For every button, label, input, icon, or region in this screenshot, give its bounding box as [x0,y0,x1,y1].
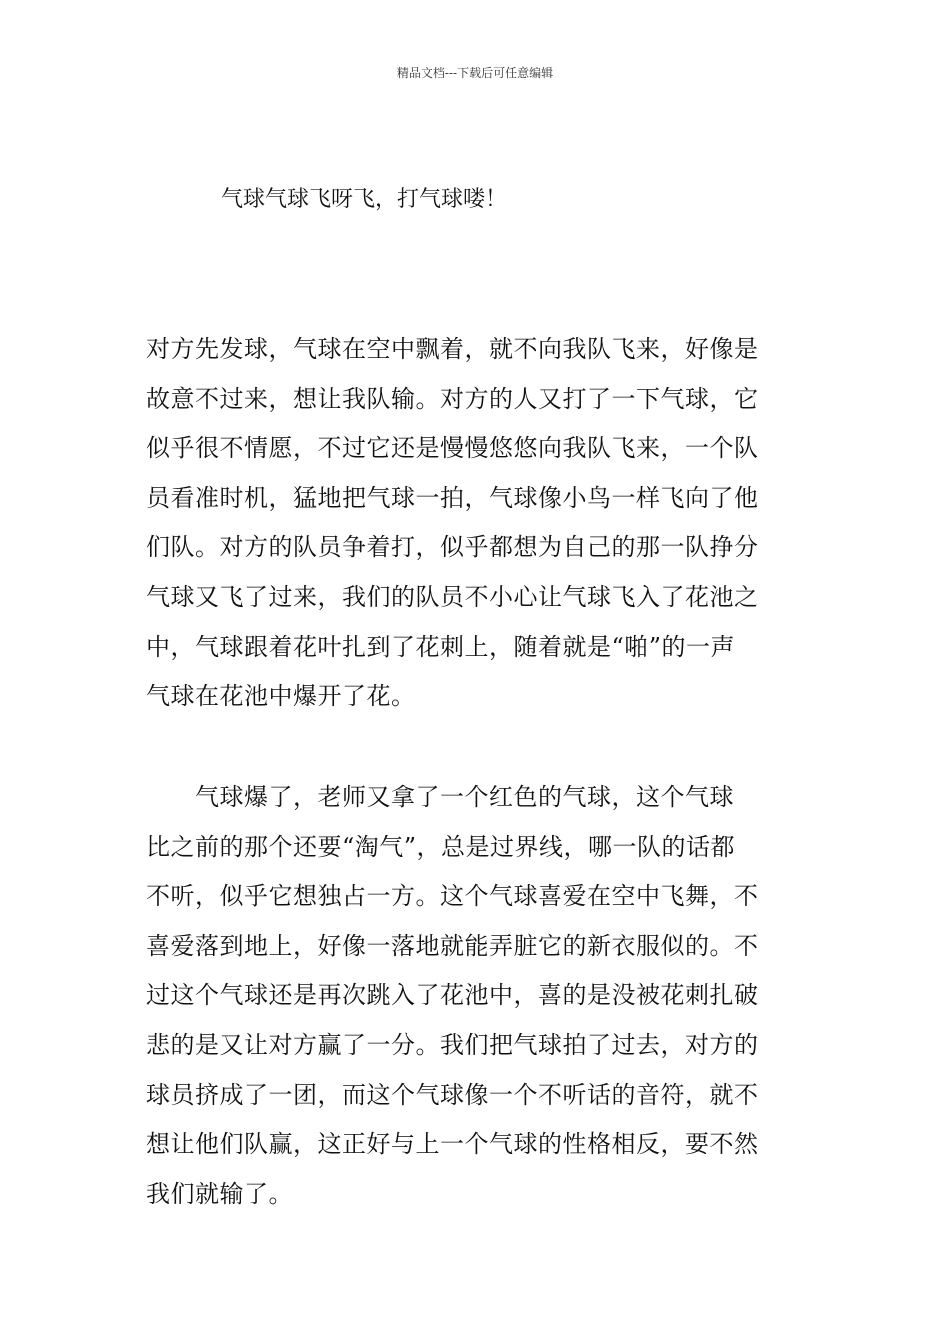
paragraph-line: 比之前的那个还要“淘气”，总是过界线，哪一队的话都 [146,832,736,861]
paragraph-line: 故意不过来，想让我队输。对方的人又打了一下气球，它 [146,384,759,413]
paragraph-line: 想让他们队赢，这正好与上一个气球的性格相反，要不然 [146,1130,759,1159]
paragraph-line: 球员挤成了一团，而这个气球像一个不听话的音符，就不 [146,1080,759,1109]
paragraph-line: 气球在花池中爆开了花。 [146,682,416,711]
paragraph-line: 对方先发球，气球在空中飘着，就不向我队飞来，好像是 [146,335,759,363]
paragraph-line: 喜爱落到地上，好像一落地就能弄脏它的新衣服似的。不 [146,931,759,960]
paragraph-line: 似乎很不情愿，不过它还是慢慢悠悠向我队飞来，一个队 [146,434,759,463]
document-title: 气球气球飞呀飞，打气球喽！ [221,187,508,212]
paragraph-line: 我们就输了。 [146,1179,293,1208]
paragraph-line: 员看准时机，猛地把气球一拍，气球像小鸟一样飞向了他 [146,483,759,512]
paragraph-2 [146,773,806,1219]
paragraph-1 [146,325,806,722]
paragraph-line: 气球又飞了过来，我们的队员不小心让气球飞入了花池之 [146,582,759,611]
paragraph-line: 中，气球跟着花叶扎到了花刺上，随着就是“啪”的一声 [146,632,736,661]
paragraph-line: 不听，似乎它想独占一方。这个气球喜爱在空中飞舞，不 [146,882,759,911]
paragraph-line: 们队。对方的队员争着打，似乎都想为自己的那一队挣分 [146,533,759,562]
page-header: 精品文档---下载后可任意编辑 [396,66,554,80]
paragraph-line: 悲的是又让对方赢了一分。我们把气球拍了过去，对方的 [146,1030,759,1059]
paragraph-line: 过这个气球还是再次跳入了花池中，喜的是没被花刺扎破 [146,981,759,1010]
paragraph-line: 气球爆了，老师又拿了一个红色的气球，这个气球 [146,783,734,811]
